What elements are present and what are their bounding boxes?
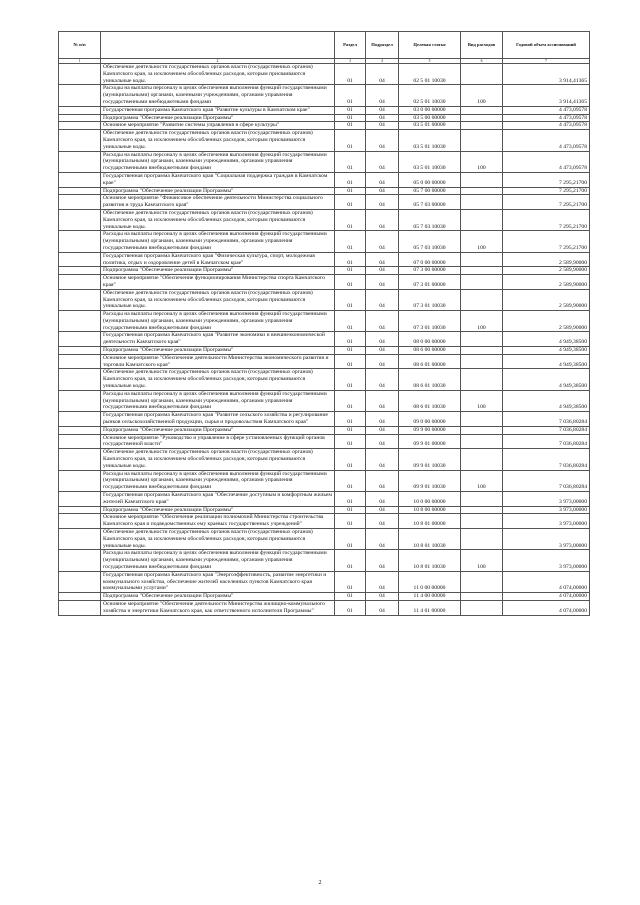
row-num-cell [59, 267, 101, 275]
row-name-cell: Основное мероприятие "Обеспечение деятельности Министерства экономического развития и торговли Камчатского края" [101, 354, 335, 369]
row-num-cell [59, 434, 101, 449]
row-target-cell: 03 5 01 00000 [399, 122, 461, 130]
row-name-cell: Расходы на выплаты персоналу в целях обеспечения выполнения функций государственными (муниципальными) органами, казенными учреждениями, органами управления государственными внебюджетными фондами [101, 85, 335, 106]
table-row [59, 64, 590, 85]
row-podrazdel-cell: 04 [366, 151, 399, 172]
row-name-cell: Обеспечение деятельности государственных органов власти (государственных органов) Камчатского края, за исключением обособленных расходов, которым присваиваются уникальные коды. [101, 209, 335, 230]
row-num-cell [59, 130, 101, 151]
row-num-cell [59, 209, 101, 230]
row-podrazdel-cell: 04 [366, 114, 399, 122]
row-podrazdel-cell: 04 [366, 332, 399, 347]
table-row [59, 600, 590, 615]
row-name-cell: Расходы на выплаты персоналу в целях обеспечения выполнения функций государственными (муниципальными) органами, казенными учреждениями, органами управления государственными внебюджетными фондами [101, 311, 335, 332]
row-name-cell: Основное мероприятие "Обеспечение реализации полномочий Министерства строительства Камчатского края и подведомственных ему краевых государственных учреждений" [101, 514, 335, 529]
row-vid-cell [461, 449, 503, 470]
row-razdel-cell: 01 [335, 369, 366, 390]
row-name-cell: Подпрограмма "Обеспечение реализации Программы" [101, 593, 335, 601]
row-amount-cell: 2 589,90000 [503, 267, 590, 275]
row-num-cell [59, 506, 101, 514]
row-name-cell: Государственная программа Камчатского края "Развитие сельского хозяйства и регулирование рынков сельскохозяйственной продукции, сырья и продовольствия Камчатского края" [101, 412, 335, 427]
row-razdel-cell: 01 [335, 275, 366, 290]
row-num-cell [59, 529, 101, 550]
row-name-cell: Подпрограмма "Обеспечение реализации Программы" [101, 347, 335, 355]
row-razdel-cell: 01 [335, 571, 366, 592]
row-num-cell [59, 369, 101, 390]
row-num-cell [59, 311, 101, 332]
row-amount-cell: 3 914,41365 [503, 64, 590, 85]
row-name-cell: Расходы на выплаты персоналу в целях обеспечения выполнения функций государственными (муниципальными) органами, казенными учреждениями, органами управления государственными внебюджетными фондами [101, 550, 335, 571]
row-target-cell: 11 4 01 00000 [399, 600, 461, 615]
table-row [59, 130, 590, 151]
row-razdel-cell: 01 [335, 106, 366, 114]
row-podrazdel-cell: 04 [366, 106, 399, 114]
row-razdel-cell: 01 [335, 130, 366, 151]
row-target-cell: 05 7 03 10030 [399, 231, 461, 252]
table-row [59, 426, 590, 434]
row-target-cell: 11 0 00 00000 [399, 571, 461, 592]
row-target-cell: 09 9 01 00000 [399, 434, 461, 449]
row-podrazdel-cell: 04 [366, 449, 399, 470]
table-row [59, 275, 590, 290]
row-target-cell: 03 5 01 10030 [399, 130, 461, 151]
table-row [59, 529, 590, 550]
row-podrazdel-cell: 04 [366, 550, 399, 571]
row-podrazdel-cell: 04 [366, 267, 399, 275]
table-row [59, 187, 590, 195]
table-row [59, 492, 590, 507]
row-razdel-cell: 01 [335, 252, 366, 267]
row-target-cell: 08 6 01 10030 [399, 369, 461, 390]
table-row [59, 347, 590, 355]
row-amount-cell: 4 473,09578 [503, 106, 590, 114]
row-amount-cell: 4 949,38500 [503, 369, 590, 390]
row-amount-cell: 3 973,00000 [503, 514, 590, 529]
row-name-cell: Подпрограмма "Обеспечение реализации Программы" [101, 267, 335, 275]
row-name-cell: Государственная программа Камчатского края "Развитие культуры в Камчатском крае" [101, 106, 335, 114]
row-razdel-cell: 01 [335, 492, 366, 507]
row-vid-cell [461, 275, 503, 290]
row-num-cell [59, 550, 101, 571]
row-num-cell [59, 470, 101, 491]
row-podrazdel-cell: 04 [366, 390, 399, 411]
row-amount-cell: 4 949,38500 [503, 332, 590, 347]
row-podrazdel-cell: 04 [366, 369, 399, 390]
col-number: 3 [335, 59, 366, 64]
table-row [59, 151, 590, 172]
table-row [59, 106, 590, 114]
row-razdel-cell: 01 [335, 195, 366, 210]
row-razdel-cell: 01 [335, 151, 366, 172]
row-num-cell [59, 231, 101, 252]
row-podrazdel-cell: 04 [366, 311, 399, 332]
row-name-cell: Обеспечение деятельности государственных органов власти (государственных органов) Камчатского края, за исключением обособленных расходов, которым присваиваются уникальные коды. [101, 369, 335, 390]
row-num-cell [59, 492, 101, 507]
row-target-cell: 07 3 00 00000 [399, 267, 461, 275]
row-num-cell [59, 332, 101, 347]
row-vid-cell [461, 571, 503, 592]
table-row [59, 470, 590, 491]
page-number: 2 [318, 880, 322, 886]
col-number: 7 [503, 59, 590, 64]
col-number: 2 [101, 59, 335, 64]
row-amount-cell: 2 589,90000 [503, 275, 590, 290]
row-podrazdel-cell: 04 [366, 426, 399, 434]
row-vid-cell: 100 [461, 151, 503, 172]
table-row [59, 412, 590, 427]
row-target-cell: 08 6 01 10030 [399, 390, 461, 411]
row-name-cell: Основное мероприятие "Финансовое обеспечение деятельности Министерства социального развития и труда Камчатского края" [101, 195, 335, 210]
row-amount-cell: 7 295,21700 [503, 209, 590, 230]
row-target-cell: 07 3 01 10030 [399, 311, 461, 332]
row-podrazdel-cell: 04 [366, 593, 399, 601]
row-target-cell: 07 3 01 10030 [399, 289, 461, 310]
row-target-cell: 02 5 01 10030 [399, 64, 461, 85]
row-vid-cell: 100 [461, 470, 503, 491]
row-podrazdel-cell: 04 [366, 514, 399, 529]
row-num-cell [59, 514, 101, 529]
row-podrazdel-cell: 04 [366, 412, 399, 427]
row-name-cell: Подпрограмма "Обеспечение реализации Программы" [101, 114, 335, 122]
row-target-cell: 09 9 01 10030 [399, 449, 461, 470]
row-vid-cell [461, 252, 503, 267]
budget-table [58, 31, 590, 616]
row-vid-cell [461, 426, 503, 434]
row-razdel-cell: 01 [335, 347, 366, 355]
table-row [59, 449, 590, 470]
header-vid: Вид расходов [461, 32, 503, 59]
row-razdel-cell: 01 [335, 85, 366, 106]
row-target-cell: 07 3 01 00000 [399, 275, 461, 290]
row-num-cell [59, 600, 101, 615]
row-amount-cell: 7 036,80284 [503, 470, 590, 491]
row-podrazdel-cell: 04 [366, 231, 399, 252]
header-podrazdel: Подраздел [366, 32, 399, 59]
row-razdel-cell: 01 [335, 187, 366, 195]
row-amount-cell: 3 914,41365 [503, 85, 590, 106]
row-num-cell [59, 106, 101, 114]
table-header [59, 32, 590, 64]
row-vid-cell [461, 434, 503, 449]
header-razdel: Раздел [335, 32, 366, 59]
row-vid-cell: 100 [461, 550, 503, 571]
row-target-cell: 03 5 01 10030 [399, 151, 461, 172]
row-razdel-cell: 01 [335, 267, 366, 275]
row-target-cell: 03 0 00 00000 [399, 106, 461, 114]
row-podrazdel-cell: 04 [366, 172, 399, 187]
row-num-cell [59, 275, 101, 290]
row-target-cell: 08 6 00 00000 [399, 347, 461, 355]
row-target-cell: 05 0 00 00000 [399, 172, 461, 187]
row-razdel-cell: 01 [335, 231, 366, 252]
table-row [59, 289, 590, 310]
row-podrazdel-cell: 04 [366, 506, 399, 514]
col-number: 6 [461, 59, 503, 64]
row-razdel-cell: 01 [335, 64, 366, 85]
row-razdel-cell: 01 [335, 449, 366, 470]
row-amount-cell: 2 589,90000 [503, 289, 590, 310]
row-podrazdel-cell: 04 [366, 600, 399, 615]
row-name-cell: Государственная программа Камчатского края "Физическая культура, спорт, молодежная политика, отдых и оздоровление детей в Камчатском крае" [101, 252, 335, 267]
row-podrazdel-cell: 04 [366, 275, 399, 290]
row-amount-cell: 7 036,80284 [503, 449, 590, 470]
row-target-cell: 08 0 00 00000 [399, 332, 461, 347]
row-razdel-cell: 01 [335, 529, 366, 550]
row-vid-cell [461, 195, 503, 210]
table-row [59, 252, 590, 267]
row-num-cell [59, 122, 101, 130]
row-amount-cell: 4 473,09578 [503, 151, 590, 172]
row-vid-cell [461, 354, 503, 369]
row-vid-cell [461, 172, 503, 187]
row-target-cell: 08 6 01 00000 [399, 354, 461, 369]
row-razdel-cell: 01 [335, 114, 366, 122]
row-amount-cell: 4 473,09578 [503, 114, 590, 122]
row-target-cell: 10 0 00 00000 [399, 492, 461, 507]
row-razdel-cell: 01 [335, 354, 366, 369]
row-num-cell [59, 426, 101, 434]
row-vid-cell [461, 187, 503, 195]
table-row [59, 514, 590, 529]
row-name-cell: Основное мероприятие "Развитие системы управления в сфере культуры" [101, 122, 335, 130]
row-vid-cell [461, 332, 503, 347]
row-num-cell [59, 412, 101, 427]
row-podrazdel-cell: 04 [366, 64, 399, 85]
row-vid-cell [461, 600, 503, 615]
row-num-cell [59, 85, 101, 106]
row-num-cell [59, 354, 101, 369]
row-num-cell [59, 571, 101, 592]
table-row [59, 267, 590, 275]
row-vid-cell [461, 114, 503, 122]
col-number: 5 [399, 59, 461, 64]
row-vid-cell [461, 209, 503, 230]
row-vid-cell [461, 412, 503, 427]
table-row [59, 571, 590, 592]
row-name-cell: Основное мероприятие "Обеспечение деятельности Министерства жилищно-коммунального хозяйства и энергетики Камчатского края, как ответственного исполнителя Программы" [101, 600, 335, 615]
row-amount-cell: 3 973,00000 [503, 529, 590, 550]
row-podrazdel-cell: 04 [366, 209, 399, 230]
row-razdel-cell: 01 [335, 390, 366, 411]
row-vid-cell: 100 [461, 85, 503, 106]
row-num-cell [59, 252, 101, 267]
row-name-cell: Расходы на выплаты персоналу в целях обеспечения выполнения функций государственными (муниципальными) органами, казенными учреждениями, органами управления государственными внебюджетными фондами [101, 470, 335, 491]
col-number: 1 [59, 59, 101, 64]
table-row [59, 550, 590, 571]
row-razdel-cell: 01 [335, 412, 366, 427]
row-podrazdel-cell: 04 [366, 470, 399, 491]
row-razdel-cell: 01 [335, 550, 366, 571]
row-amount-cell: 7 295,21700 [503, 231, 590, 252]
row-amount-cell: 7 036,80284 [503, 412, 590, 427]
table-row [59, 593, 590, 601]
row-razdel-cell: 01 [335, 311, 366, 332]
table-row [59, 114, 590, 122]
table-row [59, 354, 590, 369]
row-vid-cell [461, 529, 503, 550]
row-num-cell [59, 449, 101, 470]
row-name-cell: Обеспечение деятельности государственных органов власти (государственных органов) Камчатского края, за исключением обособленных расходов, которым присваиваются уникальные коды. [101, 289, 335, 310]
row-razdel-cell: 01 [335, 600, 366, 615]
row-razdel-cell: 01 [335, 593, 366, 601]
row-name-cell: Обеспечение деятельности государственных органов власти (государственных органов) Камчатского края, за исключением обособленных расходов, которым присваиваются уникальные коды. [101, 130, 335, 151]
row-vid-cell: 100 [461, 231, 503, 252]
row-target-cell: 02 5 01 10030 [399, 85, 461, 106]
row-podrazdel-cell: 04 [366, 289, 399, 310]
row-razdel-cell: 01 [335, 122, 366, 130]
row-num-cell [59, 187, 101, 195]
row-num-cell [59, 114, 101, 122]
row-podrazdel-cell: 04 [366, 434, 399, 449]
row-amount-cell: 4 074,00000 [503, 593, 590, 601]
row-vid-cell: 100 [461, 390, 503, 411]
row-target-cell: 05 7 00 00000 [399, 187, 461, 195]
row-target-cell: 05 7 03 00000 [399, 195, 461, 210]
table-body [59, 64, 590, 616]
table-row [59, 85, 590, 106]
row-num-cell [59, 172, 101, 187]
row-razdel-cell: 01 [335, 434, 366, 449]
row-name-cell: Расходы на выплаты персоналу в целях обеспечения выполнения функций государственными (муниципальными) органами, казенными учреждениями, органами управления государственными внебюджетными фондами [101, 151, 335, 172]
row-name-cell: Подпрограмма "Обеспечение реализации Программы" [101, 187, 335, 195]
row-amount-cell: 4 949,38500 [503, 390, 590, 411]
row-num-cell [59, 593, 101, 601]
row-amount-cell: 7 295,21700 [503, 187, 590, 195]
row-name-cell: Государственная программа Камчатского края "Обеспечение доступным и комфортным жильем жителей Камчатского края" [101, 492, 335, 507]
row-podrazdel-cell: 04 [366, 85, 399, 106]
header-num: № п/п [59, 32, 101, 59]
row-amount-cell: 3 973,00000 [503, 492, 590, 507]
table-row [59, 332, 590, 347]
row-target-cell: 09 9 01 10030 [399, 470, 461, 491]
row-amount-cell: 7 036,80284 [503, 434, 590, 449]
row-name-cell: Подпрограмма "Обеспечение реализации Программы" [101, 426, 335, 434]
row-name-cell: Расходы на выплаты персоналу в целях обеспечения выполнения функций государственными (муниципальными) органами, казенными учреждениями, органами управления государственными внебюджетными фондами [101, 390, 335, 411]
row-amount-cell: 4 074,00000 [503, 600, 590, 615]
row-vid-cell [461, 289, 503, 310]
table-row [59, 434, 590, 449]
row-amount-cell: 4 949,38500 [503, 354, 590, 369]
row-razdel-cell: 01 [335, 209, 366, 230]
row-razdel-cell: 01 [335, 426, 366, 434]
row-name-cell: Основное мероприятие "Руководство и управление в сфере установленных функций органов государственной власти" [101, 434, 335, 449]
row-num-cell [59, 195, 101, 210]
row-name-cell: Государственная программа Камчатского края "Социальная поддержка граждан в Камчатском крае" [101, 172, 335, 187]
row-podrazdel-cell: 04 [366, 354, 399, 369]
row-target-cell: 10 8 00 00000 [399, 506, 461, 514]
row-podrazdel-cell: 04 [366, 195, 399, 210]
row-target-cell: 03 5 00 00000 [399, 114, 461, 122]
row-amount-cell: 7 295,21700 [503, 172, 590, 187]
table-row [59, 172, 590, 187]
header-target: Целевая статья [399, 32, 461, 59]
row-amount-cell: 3 973,00000 [503, 506, 590, 514]
row-razdel-cell: 01 [335, 172, 366, 187]
row-amount-cell: 4 473,09578 [503, 130, 590, 151]
table-row [59, 195, 590, 210]
row-amount-cell: 3 973,00000 [503, 550, 590, 571]
row-name-cell: Обеспечение деятельности государственных органов власти (государственных органов) Камчатского края, за исключением обособленных расходов, которым присваиваются уникальные коды. [101, 64, 335, 85]
row-target-cell: 07 0 00 00000 [399, 252, 461, 267]
row-vid-cell [461, 369, 503, 390]
row-podrazdel-cell: 04 [366, 122, 399, 130]
row-razdel-cell: 01 [335, 470, 366, 491]
row-podrazdel-cell: 04 [366, 571, 399, 592]
row-amount-cell: 7 295,21700 [503, 195, 590, 210]
row-num-cell [59, 390, 101, 411]
row-amount-cell: 2 589,90000 [503, 252, 590, 267]
row-vid-cell [461, 492, 503, 507]
col-number: 4 [366, 59, 399, 64]
row-vid-cell [461, 506, 503, 514]
row-vid-cell [461, 267, 503, 275]
row-podrazdel-cell: 04 [366, 492, 399, 507]
row-amount-cell: 2 589,90000 [503, 311, 590, 332]
row-amount-cell: 4 074,00000 [503, 571, 590, 592]
row-razdel-cell: 01 [335, 514, 366, 529]
row-vid-cell [461, 593, 503, 601]
row-name-cell: Обеспечение деятельности государственных органов власти (государственных органов) Камчатского края, за исключением обособленных расходов, которым присваиваются уникальные коды. [101, 529, 335, 550]
row-target-cell: 10 8 01 00000 [399, 514, 461, 529]
row-vid-cell [461, 514, 503, 529]
row-name-cell: Подпрограмма "Обеспечение реализации Программы" [101, 506, 335, 514]
row-podrazdel-cell: 04 [366, 347, 399, 355]
header-volume: Годовой объем ассигнований [503, 32, 590, 59]
row-podrazdel-cell: 04 [366, 252, 399, 267]
row-num-cell [59, 347, 101, 355]
row-name-cell: Основное мероприятие "Обеспечение функционирования Министерства спорта Камчатского края" [101, 275, 335, 290]
row-vid-cell [461, 106, 503, 114]
row-name-cell: Обеспечение деятельности государственных органов власти (государственных органов) Камчатского края, за исключением обособленных расходов, которым присваиваются уникальные коды. [101, 449, 335, 470]
row-razdel-cell: 01 [335, 506, 366, 514]
row-razdel-cell: 01 [335, 289, 366, 310]
table-row [59, 369, 590, 390]
table-row [59, 231, 590, 252]
table-row [59, 390, 590, 411]
row-target-cell: 11 4 00 00000 [399, 593, 461, 601]
row-amount-cell: 4 473,09578 [503, 122, 590, 130]
table-row [59, 311, 590, 332]
row-target-cell: 10 8 01 10030 [399, 529, 461, 550]
header-name [101, 32, 335, 59]
row-name-cell: Государственная программа Камчатского края "Развитие экономики и внешнеэкономической деятельности Камчатского края" [101, 332, 335, 347]
row-vid-cell [461, 122, 503, 130]
row-vid-cell [461, 347, 503, 355]
table-row [59, 506, 590, 514]
row-num-cell [59, 64, 101, 85]
row-name-cell: Государственная программа Камчатского края "Энергоэффективность, развитие энергетики и коммунального хозяйства, обеспечение жителей населенных пунктов Камчатского края коммунальными услугами" [101, 571, 335, 592]
row-amount-cell: 7 036,80284 [503, 426, 590, 434]
row-vid-cell: 100 [461, 311, 503, 332]
row-target-cell: 05 7 03 10030 [399, 209, 461, 230]
table-row [59, 209, 590, 230]
row-name-cell: Расходы на выплаты персоналу в целях обеспечения выполнения функций государственными (муниципальными) органами, казенными учреждениями, органами управления государственными внебюджетными фондами [101, 231, 335, 252]
row-target-cell: 09 9 00 00000 [399, 426, 461, 434]
row-podrazdel-cell: 04 [366, 130, 399, 151]
table-row [59, 122, 590, 130]
row-podrazdel-cell: 04 [366, 529, 399, 550]
row-target-cell: 10 8 01 10030 [399, 550, 461, 571]
row-amount-cell: 4 949,38500 [503, 347, 590, 355]
row-num-cell [59, 151, 101, 172]
row-razdel-cell: 01 [335, 332, 366, 347]
row-vid-cell [461, 130, 503, 151]
row-target-cell: 09 0 00 00000 [399, 412, 461, 427]
row-podrazdel-cell: 04 [366, 187, 399, 195]
row-num-cell [59, 289, 101, 310]
row-vid-cell [461, 64, 503, 85]
